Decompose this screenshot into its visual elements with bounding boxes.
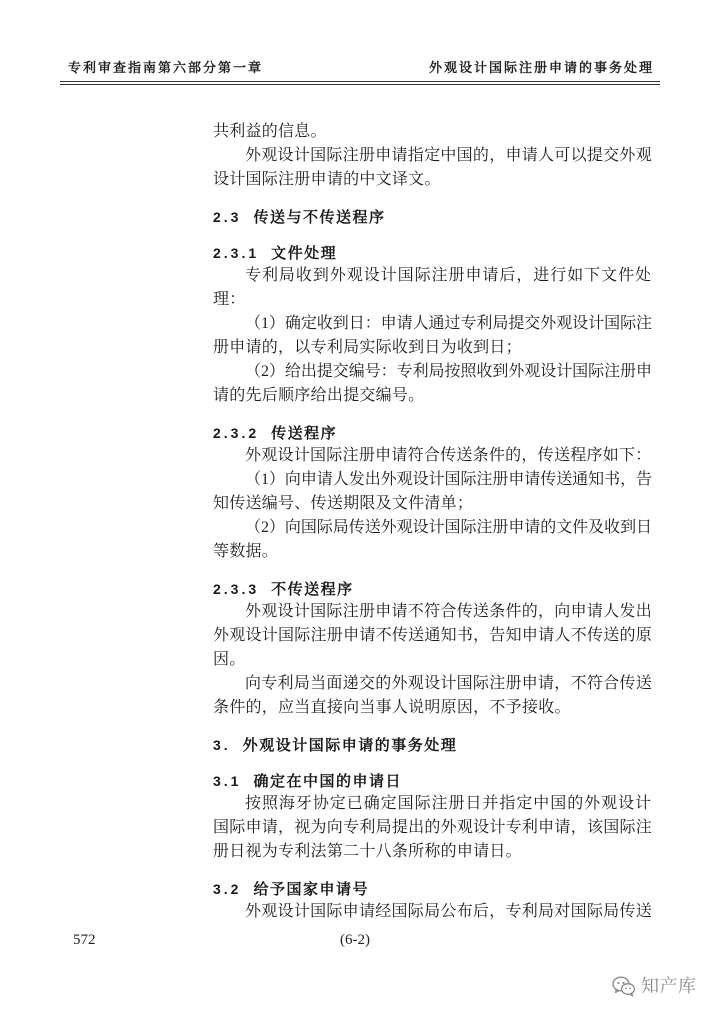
text-line (213, 492, 652, 516)
paragraph (213, 672, 652, 720)
text-line (213, 264, 652, 288)
heading-number: 2.3 (213, 209, 242, 225)
paragraph (213, 516, 652, 564)
body-text (213, 120, 652, 924)
text-line-content: 专利局收到外观设计国际注册申请后，进行如下文件处 (245, 267, 652, 284)
footer-page-number: 572 (73, 932, 96, 948)
running-header-right: 外观设计国际注册申请的事务处理 (428, 60, 654, 75)
heading-title: 不传送程序 (271, 581, 354, 598)
heading-title: 传送与不传送程序 (253, 209, 386, 226)
text-line (213, 624, 652, 648)
text-line (213, 336, 652, 360)
text-line (213, 468, 652, 492)
text-line (213, 900, 652, 924)
heading-number: 2.3.2 (213, 425, 260, 441)
paragraph (213, 360, 652, 408)
text-line-content: 请的先后顺序给出提交编号。 (213, 387, 425, 404)
heading-title: 给予国家申请号 (253, 881, 369, 898)
heading-number: 3. (213, 737, 231, 753)
footer-section-code: (6-2) (340, 932, 370, 948)
text-line-content: 外观设计国际注册申请符合传送条件的，传送程序如下： (245, 447, 652, 464)
text-line-content: 外观设计国际申请经国际局公布后，专利局对国际局传送 (245, 903, 652, 920)
paragraph (213, 900, 652, 924)
text-line-content: 条件的，应当直接向当事人说明原因，不予接收。 (213, 699, 571, 716)
section-heading (213, 242, 652, 264)
paragraph (213, 792, 652, 864)
text-line-content: 设计国际注册申请的中文译文。 (213, 171, 441, 188)
paragraph (213, 444, 652, 468)
text-line (213, 696, 652, 720)
paragraph (213, 144, 652, 192)
heading-number: 2.3.1 (213, 245, 260, 261)
heading-title: 传送程序 (271, 425, 338, 442)
text-line (213, 120, 652, 144)
text-line-content: 理： (213, 291, 246, 308)
watermark (612, 973, 697, 999)
section-heading (213, 734, 652, 756)
text-line (213, 600, 652, 624)
text-line-content: 等数据。 (213, 543, 279, 560)
text-line (213, 384, 652, 408)
text-line (213, 648, 652, 672)
text-line (213, 540, 652, 564)
text-line (213, 168, 652, 192)
text-line-content: （1）向申请人发出外观设计国际注册申请传送通知书，告 (245, 471, 652, 488)
heading-number: 3.2 (213, 881, 242, 897)
text-line-content: 册申请的，以专利局实际收到日为收到日； (213, 339, 522, 356)
text-line (213, 360, 652, 384)
text-line-content: 共利益的信息。 (213, 123, 327, 140)
paragraph (213, 600, 652, 672)
paragraph (213, 312, 652, 360)
wechat-icon (612, 975, 636, 997)
running-header-left: 专利审查指南第六部分第一章 (68, 60, 264, 75)
heading-title: 外观设计国际申请的事务处理 (242, 737, 458, 754)
watermark-text: 知产库 (641, 976, 697, 996)
text-line-content: 外观设计国际注册申请不符合传送条件的，向申请人发出 (245, 603, 652, 620)
text-line (213, 288, 652, 312)
heading-number: 3.1 (213, 773, 242, 789)
text-line (213, 312, 652, 336)
text-line (213, 144, 652, 168)
section-heading (213, 878, 652, 900)
section-heading (213, 206, 652, 228)
text-line-content: 外观设计国际注册申请不传送通知书，告知申请人不传送的原 (213, 627, 652, 644)
text-line-content: 因。 (213, 651, 246, 668)
text-line-content: （2）给出提交编号：专利局按照收到外观设计国际注册申 (245, 363, 652, 380)
section-heading (213, 578, 652, 600)
text-line (213, 516, 652, 540)
text-line (213, 444, 652, 468)
text-line (213, 816, 652, 840)
text-line-content: 册日视为专利法第二十八条所称的申请日。 (213, 843, 522, 860)
text-line (213, 840, 652, 864)
header-rule (60, 81, 660, 85)
text-line-content: 国际申请，视为向专利局提出的外观设计专利申请，该国际注 (213, 819, 652, 836)
section-heading (213, 422, 652, 444)
running-header (62, 59, 658, 77)
paragraph (213, 120, 652, 144)
text-line-content: 外观设计国际注册申请指定中国的，申请人可以提交外观 (245, 147, 652, 164)
text-line (213, 792, 652, 816)
text-line-content: （2）向国际局传送外观设计国际注册申请的文件及收到日 (245, 519, 652, 536)
text-line (213, 672, 652, 696)
heading-title: 文件处理 (271, 245, 338, 262)
text-line-content: 向专利局当面递交的外观设计国际注册申请，不符合传送 (245, 675, 652, 692)
section-heading (213, 770, 652, 792)
heading-title: 确定在中国的申请日 (253, 773, 402, 790)
text-line-content: 按照海牙协定已确定国际注册日并指定中国的外观设计 (245, 795, 652, 812)
text-line-content: 知传送编号、传送期限及文件清单； (213, 495, 474, 512)
text-line-content: （1）确定收到日：申请人通过专利局提交外观设计国际注 (245, 315, 652, 332)
paragraph (213, 264, 652, 312)
heading-number: 2.3.3 (213, 581, 260, 597)
paragraph (213, 468, 652, 516)
